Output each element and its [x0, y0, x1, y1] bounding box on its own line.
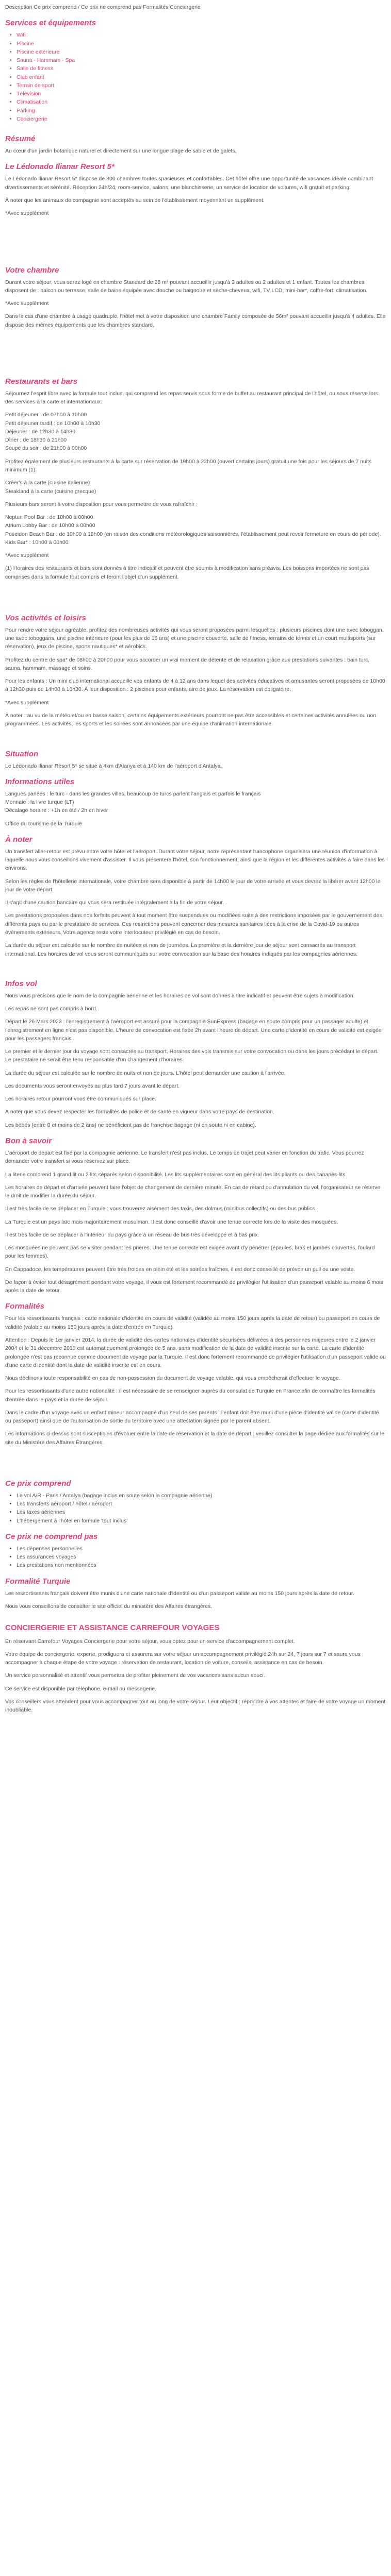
- paragraph: La durée du séjour est calculée sur le nombre de nuitées et non de journées. La première et la dernière jour de séjour sont consacrés au transport international. Les horaires de vol vous seront communiqués sur votre convocation sur la base des horaires indiqués par les compagnies aériennes.: [5, 942, 357, 957]
- paragraph: Il est très facile de se déplacer en Turquie : vous trouverez aisément des taxis, des dolmuş (minibus collectifs) ou des bus publics.: [5, 1206, 317, 1212]
- paragraph: Départ le 26 Mars 2023 : l'enregistrement à l'aéroport est assuré pour la compagnie SunExpress (bagage en soute compris pour un passager adulte) et l'enregistrement en ligne n'est pas disponible. L'heure de convocation est fixée 2h avant l'heure de départ. Une carte d'identité en cours de validité est exigée pour les passagers français.: [5, 1019, 382, 1042]
- section-title-infos-utiles: Informations utiles: [5, 777, 75, 786]
- paragraph: Office du tourisme de la Turquie: [5, 820, 82, 827]
- paragraph: Il est très facile de se déplacer à l'intérieur du pays grâce à un réseau de bus très développé et à bas prix.: [5, 1231, 259, 1238]
- paragraph: Pour rendre votre séjour agréable, profitez des nombreuses activités qui vous seront proposées parmi lesquelles : plusieurs piscines dont une avec toboggan, une avec toboggans, une piscine intérieure (pour les plus de 16 ans) et une piscine couverte, salle de fitness, terrains de tennis et un court multisports (sur réservation), jeux de piscine, sports nautiques* et aérobics.: [5, 626, 384, 650]
- paragraph: Les documents vous seront envoyés au plus tard 7 jours avant le départ.: [5, 1082, 180, 1089]
- infos-vol-text: [5, 992, 386, 1129]
- section-title-conciergerie: CONCIERGERIE ET ASSISTANCE CARREFOUR VOYAGES: [5, 1623, 220, 1633]
- paragraph: Attention : Depuis le 1er janvier 2014, la durée de validité des cartes nationales d'identité sécurisées délivrées à des personnes majeures entre le 2 janvier 2004 et le 31 décembre 2013 est automatiquement prolongée de 5 ans, sans modification de la date de validité inscrite sur la carte. La carte d'identité prolongée n'est pas reconnue comme document de voyage par la Turquie. Il est donc fortement recommandé de privilégier l'utilisation d'un passeport valide ou d'une carte d'identité dont la date de validité inscrite est en cours.: [5, 1336, 386, 1368]
- restaurants-text: [5, 389, 386, 581]
- conciergerie-text: [5, 1637, 386, 1715]
- list-item: • Wifi: [17, 31, 386, 39]
- paragraph: La Turquie est un pays laïc mais majoritairement musulman. Il est donc conseillé d'avoir une tenue correcte lors de la visite des mosquées.: [5, 1218, 338, 1225]
- list-item: • Piscine extérieure: [17, 48, 386, 56]
- list-item: • L'hébergement à l'hôtel en formule 'tout inclus': [17, 1517, 386, 1525]
- paragraph: Un service personnalisé et attentif vous permettra de profiter pleinement de vos vacances sans aucun souci.: [5, 1672, 265, 1679]
- situation-text: [5, 762, 386, 770]
- list-item: • Télévision: [17, 90, 386, 98]
- list-item: • Salle de fitness: [17, 64, 386, 73]
- paragraph: Plusieurs bars seront à votre disposition pour vous permettre de vous rafraîchir :: [5, 501, 198, 507]
- formalites-text: [5, 1314, 386, 1446]
- section-title-resume: Résumé: [5, 134, 36, 144]
- paragraph: Dans le cadre d'un voyage avec un enfant mineur accompagné d'un seul de ses parents : l'enfant doit être muni d'une pièce d'identité valide (carte d'identité ou passeport) ainsi que de l'autorisation de sortie du territoire avec une attestation signée par le parent absent.: [5, 1409, 379, 1425]
- paragraph: Le premier et le dernier jour du voyage sont consacrés au transport. Horaires des vols transmis sur votre convocation ou dans les jours précédant le départ. Le prestataire ne serait être tenu responsable d'un changement d'horaires.: [5, 1048, 379, 1063]
- paragraph: À noter que vous devez respecter les formalités de police et de santé en vigueur dans votre pays de destination.: [5, 1109, 274, 1115]
- hotel-name: Le Lédonado Ilianar Resort 5*: [5, 162, 115, 172]
- paragraph: *Avec supplément: [5, 552, 49, 559]
- paragraph: Votre équipe de conciergerie, experte, prodiguera et assurera sur votre séjour un accompagnement privilégié 24h sur 24, 7 jours sur 7 et saura vous accompagner à chaque étape de votre voyage : réservation de restaurant, location de voiture, conseils, assistance en cas de besoin.: [5, 1651, 361, 1666]
- paragraph: Durant votre séjour, vous serez logé en chambre Standard de 28 m² pouvant accueillir jusqu'à 3 adultes ou 2 adultes et 1 enfant. Toutes les chambres disposent de : balcon ou terrasse, salle de bains équipée avec douche ou baignoire et sèche-cheveux, wifi, TV LCD, mini-bar*, coffre-fort, climatisation.: [5, 279, 368, 294]
- paragraph: Les ressortissants français doivent être munis d'une carte nationale d'identité ou d'un passeport valide au moins 150 jours après la date de retour.: [5, 1590, 354, 1597]
- paragraph: *Avec supplément: [5, 699, 49, 706]
- activites-text: [5, 626, 386, 728]
- list-item: • Les prestations non mentionnées: [17, 1561, 386, 1569]
- paragraph: La durée du séjour est calculée sur le nombre de nuits et non de jours. L'hôtel peut demander une caution à l'arrivée.: [5, 1070, 286, 1076]
- paragraph: Profitez également de plusieurs restaurants à la carte sur réservation de 19h00 à 22h00 (ouvert certains jours) gratuit une fois pour les séjours de 7 nuits minimum (1).: [5, 458, 372, 473]
- list-item: • Sauna - Hammam - Spa: [17, 56, 386, 64]
- section-title-services: Services et équipements: [5, 19, 96, 28]
- paragraph: Nous vous conseillons de consulter le site officiel du ministère des Affaires étrangères.: [5, 1603, 213, 1610]
- paragraph: À noter que les animaux de compagnie sont acceptés au sein de l'établissement moyennant un supplément.: [5, 197, 265, 204]
- formalite-turquie-text: [5, 1589, 386, 1611]
- a-noter-text: [5, 848, 386, 958]
- section-title-infos-vol: Infos vol: [5, 979, 37, 988]
- list-item: • Parking: [17, 107, 386, 115]
- section-title-bon-savoir: Bon à savoir: [5, 1136, 52, 1145]
- section-title-prix-ne-comprend: Ce prix ne comprend pas: [5, 1532, 98, 1541]
- paragraph: Langues parlées : le turc - dans les grandes villes, beaucoup de turcs parlent l'anglais et parfois le français Monnaie : la livre turque (LT) Décalage horaire : +1h en été / 2h en hiver: [5, 790, 261, 814]
- paragraph: Créer's à la carte (cuisine italienne) Steakland à la carte (cuisine grecque): [5, 480, 96, 495]
- paragraph: Le Lédonado Ilianar Resort 5* dispose de 300 chambres toutes spacieuses et confortables. Cet hôtel offre une opportunité de vacances idéale combinant divertissements et sérénité. Réception 24h/24, room-service, salons, une blanchisserie, un service de location de voitures, wifi gratuit et parking.: [5, 176, 373, 191]
- resume-intro: Au cœur d'un jardin botanique naturel et directement sur une longue plage de sable et de galets,: [5, 148, 237, 155]
- paragraph: En Cappadoce, les températures peuvent être très froides en plein été et les soirées fraîches, il est donc conseillé de prévoir un pull ou une veste.: [5, 1266, 355, 1273]
- paragraph: Dans le cas d'une chambre à usage quadruple, l'hôtel met à votre disposition une chambre Family composée de 56m² pouvant accueillir jusqu'à 4 adultes. Elle dispose des mêmes équipements que les chambres standard.: [5, 313, 386, 328]
- list-item: • Le vol A/R - Paris / Antalya (bagage inclus en soute selon la compagnie aérienne): [17, 1492, 386, 1500]
- section-title-situation: Situation: [5, 749, 39, 758]
- list-item: • Les transferts aéroport / hôtel / aéroport: [17, 1500, 386, 1508]
- paragraph: Les repas ne sont pas compris à bord.: [5, 1006, 97, 1012]
- paragraph: Séjournez l'esprit libre avec la formule tout inclus, qui comprend les repas servis sous forme de buffet au restaurant principal de l'hôtel, ou sous réserve lors des services à la carte et internationaux.: [5, 390, 378, 405]
- section-title-formalites: Formalités: [5, 1302, 44, 1311]
- list-item: • Les taxes aériennes: [17, 1508, 386, 1516]
- infos-utiles-text: [5, 790, 386, 828]
- section-title-restaurants: Restaurants et bars: [5, 377, 78, 386]
- paragraph: Les horaires de départ et d'arrivée peuvent faire l'objet de changement de dernière minute. En cas de retard ou d'annulation du vol, l'organisateur se réserve le droit de modifier la durée du séjour.: [5, 1184, 381, 1199]
- paragraph: Il s'agit d'une caution bancaire qui vous sera restituée intégralement à la fin de votre séjour.: [5, 900, 224, 906]
- paragraph: Vos conseillers vous attendent pour vous accompagner tout au long de votre séjour. Leur objectif : répondre à vos attentes et faire de votre voyage un moment inoubliable.: [5, 1698, 386, 1714]
- resume-text: [5, 175, 386, 217]
- section-title-a-noter: À noter: [5, 835, 32, 844]
- paragraph: *Avec supplément: [5, 300, 49, 307]
- section-title-prix-comprend: Ce prix comprend: [5, 1479, 71, 1488]
- paragraph: Les informations ci-dessus sont susceptibles d'évoluer entre la date de réservation et la date de départ : veuillez consulter la page dédiée aux formalités sur le site du Ministère des Affaires Étrangères.: [5, 1431, 385, 1446]
- paragraph: Un transfert aller-retour est prévu entre votre hôtel et l'aéroport. Durant votre séjour, notre représentant francophone organisera une réunion d'information à laquelle nous vous conseillons vivement d'assister. Il vous présentera l'hôtel, son fonctionnement, ainsi que la région et les différentes activités à faire dans les environs.: [5, 848, 385, 872]
- paragraph: Ce service est disponible par téléphone, e-mail ou messagerie.: [5, 1685, 156, 1692]
- paragraph: Nous vous précisons que le nom de la compagnie aérienne et les horaires de vol sont donnés à titre indicatif et peuvent être sujets à modification.: [5, 992, 355, 999]
- tab-links[interactable]: Description Ce prix comprend / Ce prix ne comprend pas Formalités Conciergerie: [5, 4, 201, 10]
- list-item: • Les assurances voyages: [17, 1553, 386, 1561]
- list-item: • Club enfant: [17, 73, 386, 81]
- paragraph: Pour les enfants : Un mini club international accueille vos enfants de 4 à 12 ans dans lequel des activités éducatives et amusantes seront proposées de 10h00 à 12h30 puis de 14h00 à 16h30. À leur disposition : 2 piscines pour enfants, aire de jeux. La réservation est obligatoire.: [5, 678, 385, 693]
- list-item: • Terrain de sport: [17, 81, 386, 90]
- paragraph: Selon les règles de l'hôtellerie internationale, votre chambre sera disponible à partir de 14h00 le jour de votre arrivée et vous devrez la libérer avant 12h00 le jour de votre départ.: [5, 878, 381, 893]
- paragraph: Les horaires retour pourront vous être communiqués sur place.: [5, 1096, 156, 1103]
- list-item: • Climatisation: [17, 98, 386, 106]
- paragraph: Les mosquées ne peuvent pas se visiter pendant les prières. Une tenue correcte est exigée avant d'y pénétrer (épaules, bras et jambes couvertes, foulard pour les femmes).: [5, 1245, 375, 1260]
- paragraph: Pour les ressortissants d'une autre nationalité : il est nécessaire de se renseigner auprès du consulat de Turquie en France afin de connaître les formalités d'entrée dans le pays et la durée de séjour.: [5, 1388, 376, 1403]
- paragraph: Neptun Pool Bar : de 10h00 à 00h00 Atrium Lobby Bar : de 10h00 à 00h00 Poseidon Beach Bar : de 10h00 à 18h00 (en raison des conditions météorologiques saisonnières, l'établissement peut revoir fermeture en cours de période). Kids Bar* : 10h00 à 00h00: [5, 514, 381, 546]
- paragraph: Petit déjeuner : de 07h00 à 10h00 Petit déjeuner tardif : de 10h00 à 10h30 Déjeuner : de 12h30 à 14h30 Dîner : de 18h30 à 21h00 Soupe du soir : de 21h00 à 00h00: [5, 412, 101, 452]
- list-item: • Piscine: [17, 40, 386, 48]
- paragraph: La literie comprend 1 grand lit ou 2 lits séparés selon disponibilité. Les lits supplémentaires sont en général des lits pliants ou des canapés-lits.: [5, 1171, 347, 1178]
- paragraph: De façon à éviter tout désagrément pendant votre voyage, il vous est fortement recommandé de privilégier l'utilisation d'un passeport valable au moins 6 mois après la date de retour.: [5, 1279, 383, 1294]
- paragraph: (1) Horaires des restaurants et bars sont donnés à titre indicatif et peuvent être soumis à modification sans préavis. Les boissons importées ne sont pas comprises dans la formule tout compris et feront l'objet d'un supplément.: [5, 565, 369, 580]
- list-item: • Les dépenses personnelles: [17, 1545, 386, 1553]
- paragraph: Pour les ressortissants français : carte nationale d'identité en cours de validité (validée au moins 150 jours après la date de retour) ou passeport en cours de validité (valable au moins 150 jours après la date d'entrée en Turquie).: [5, 1315, 380, 1330]
- paragraph: Nous déclinons toute responsabilité en cas de non-possession du document de voyage valable, qui vous empêcherait d'effectuer le voyage.: [5, 1375, 340, 1382]
- paragraph: Les prestations proposées dans nos forfaits peuvent à tout moment être suspendues ou modifiées suite à des restrictions imposées par le gouvernement des différents pays ou par le prestataire de services. Ces restrictions peuvent concerner des mesures sanitaires liées à la crise de la Covid-19 ou autres évènements extérieurs. Votre agence reste votre interlocuteur privilégié en cas de besoin.: [5, 912, 382, 936]
- paragraph: Les bébés (entre 0 et moins de 2 ans) ne bénéficient pas de franchise bagage (ni en soute ni en cabine).: [5, 1122, 256, 1128]
- paragraph: Profitez du centre de spa* de 08h00 à 20h00 pour vous accorder un vrai moment de détente et de relaxation grâce aux prestations suivantes : bain turc, sauna, hammam, massage et soins.: [5, 656, 370, 671]
- list-item: • Conciergerie: [17, 115, 386, 123]
- paragraph: *Avec supplément: [5, 210, 49, 217]
- prix-comprend-list: [5, 1492, 386, 1525]
- section-title-activites: Vos activités et loisirs: [5, 613, 87, 622]
- paragraph: À noter : au vu de la météo et/ou en basse saison, certains équipements extérieurs pourront ne pas être accessibles et certaines activités annulées ou non programmées. Les activités, les sports et les soirées sont annoncées par une équipe d'animation internationale.: [5, 713, 377, 727]
- section-title-formalite-turquie: Formalité Turquie: [5, 1577, 71, 1586]
- paragraph: Le Lédonado Ilianar Resort 5* se situe à 4km d'Alanya et à 140 km de l'aéroport d'Antalya.: [5, 762, 222, 769]
- prix-ne-comprend-list: [5, 1545, 386, 1570]
- paragraph: En réservant Carrefour Voyages Conciergerie pour votre séjour, vous optez pour un service d'accompagnement complet.: [5, 1638, 295, 1645]
- section-title-chambre: Votre chambre: [5, 265, 59, 275]
- paragraph: L'aéroport de départ est fixé par la compagnie aérienne. Le transfert n'est pas inclus. Le temps de trajet peut varier en fonction du trafic. Vous pourrez demander votre transfert si vous réservez sur place.: [5, 1149, 364, 1165]
- chambre-text: [5, 278, 386, 329]
- services-list: [5, 31, 386, 123]
- bon-savoir-text: [5, 1149, 386, 1295]
